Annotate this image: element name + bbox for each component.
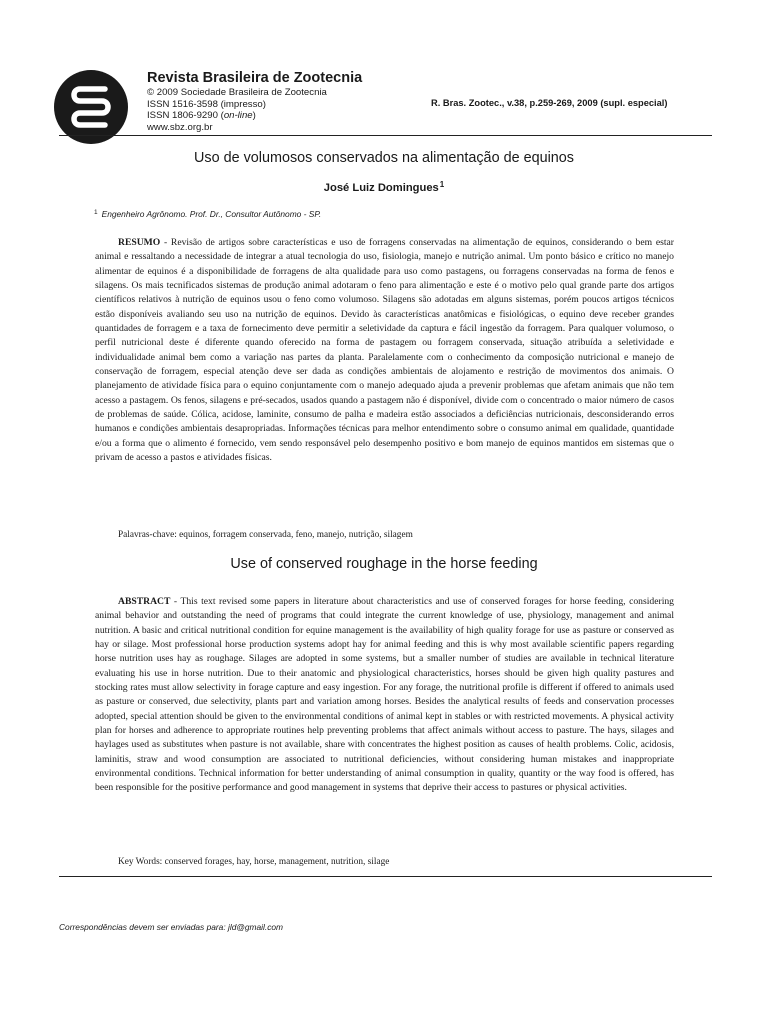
article-title-en: Use of conserved roughage in the horse feeding [230, 556, 538, 572]
resumo-text: - Revisão de artigos sobre características e uso de forragens conservadas na alimentação de equinos, considerando o bem estar animal e ressaltando a necessidade de integrar a atual tecnologia do uso, fisiologia, manejo e nutrição animal. Um ponto básico e crítico no manejo alimentar de equinos é a disponibilidade de forragens de alta qualidade para uso como pastagens, ou forragens conservadas na forma de fenos e silagens. Os mais tecnificados sistemas de produção animal adotaram o feno para alimentação e este é o motivo pelo qual grande parte dos artigos científicos relativos à nutrição de equinos usou o feno como volumoso. Silagens são adotadas em alguns sistemas, porém poucos artigos técnicos estão disponíveis avaliando seu uso na nutrição de equinos. Devido às características anatômicas e fisiológicas, o equino deve receber grandes quantidades de forragem e a taxa de fornecimento deve permitir a seletividade da captura e fácil ingestão da forragem. Para qualquer volumoso, o perfil nutricional deste é diferente quando oferecido na forma de pastagem ou forragem conservada, situação atribuída a seletividade e individualidade animal bem como a variação nas partes da planta. Paralelamente com o conhecimento da composição nutricional e manejo de conservação de forragem, especial atenção deve ser dada as condições ambientais de alojamento e restrição de movimentos dos animais. O planejamento de atividade física para o equino conjuntamente com o manejo adequado ajuda a prevenir problemas que afetam animais que não tem acesso a pastagem. Os fenos, silagens e pré-secados, usados quando a pastagem não é disponível, divide com o concentrado o maior número de casos de problemas de saúde. Cólica, acidose, laminite, consumo de palha e madeira estão associados a deficiências nutricionais, desconsiderando erros humanos e condições ambientais desapropriadas. Informações técnicas para melhor entendimento sobre o consumo animal em qualidade, quantidade e/ou a forma que o alimento é fornecido, vem sendo responsável pelo desempenho positivo e bom manejo de equinos mantidos em sistemas que o privam de acesso a pastos e atividades físicas. [95, 237, 674, 464]
citation: R. Bras. Zootec., v.38, p.259-269, 2009 (supl. especial) [431, 98, 668, 108]
sbz-logo-icon [53, 69, 129, 145]
journal-website: www.sbz.org.br [147, 122, 213, 134]
issn-print-note: (impresso) [220, 98, 266, 110]
issn-print-number: ISSN 1516-3598 [147, 98, 218, 110]
issn-print [147, 99, 362, 111]
journal-title: Revista Brasileira de Zootecnia [147, 70, 363, 86]
palavras-chave: Palavras-chave: equinos, forragem conservada, feno, manejo, nutrição, silagem [118, 530, 413, 540]
abstract-text: - This text revised some papers in literature about characteristics and use of conserved forages for horse feeding, considering animal behavior and outstanding the need of programs that could integrate the current knowledge of use, physiology, management and animal nutrition. A basic and critical nutritional condition for equine management is the availability of high quality forage for use as pasture or conserved as hay or silage. Most professional horse production systems adopt hay for animal feeding and this is why most available scientific papers regarding horse nutrition uses hay as roughage. Silages are adopted in some systems, but a smaller number of studies are available in technical literature evaluating his use in horse nutrition. Due to their anatomic and physiological characteristics, horses should be given high quality pastures and stocking rates must allow selectivity in forage capture and easy ingestion. For any forage, the nutritional profile is different if offered to animals used as pasture or conserved, due selectivity, plants part and variation among horses. Besides the analytical results of feeds and conservation processes adopted, special attention should be given to the environmental conditions of animal kept in stables or with restricted movements. A physical activity plan for horses and adherence to appropriate routines help preventing problems that affect animals without access to pasture. The hays, silages and haylages used as substitutes when pasture is not available, share with concentrates the highest position as causes of health problems. Colic, acidosis, laminitis, straw and wood consumption are associated to nutritional deficiencies, without considering human mistakes and inappropriate environmental conditions. Technical information for better understanding of animal consumption in quality, quantity or the way food is offered, has been responsible for the positive performance and good management in systems that deprive their access to pastures or physical activities. [95, 596, 674, 794]
resumo-paragraph [95, 236, 674, 466]
affiliation-marker: 1 [94, 209, 98, 216]
abstract-rule [59, 876, 712, 877]
author-name: José Luiz Domingues [323, 182, 439, 194]
copyright-line: © 2009 Sociedade Brasileira de Zootecnia [147, 87, 327, 98]
issn-online-number: ISSN 1806-9290 [147, 110, 218, 122]
author-note-marker: 1 [439, 180, 445, 189]
author-line [0, 180, 768, 194]
correspondence-note: Correspondências devem ser enviadas para: jld@gmail.com [59, 922, 284, 932]
resumo-label: RESUMO [118, 237, 161, 248]
issn-online: ISSN 1806-9290 (on-line) [147, 110, 256, 122]
affiliation [94, 209, 321, 219]
article-title-pt: Uso de volumosos conservados na alimentação de equinos [194, 150, 574, 166]
header-rule [59, 135, 712, 136]
key-words: Key Words: conserved forages, hay, horse, management, nutrition, silage [118, 857, 390, 867]
affiliation-text: Engenheiro Agrônomo. Prof. Dr., Consultor Autônomo - SP. [101, 209, 322, 219]
abstract-paragraph [95, 595, 674, 796]
issn-online-note: on-line [223, 110, 253, 122]
journal-header [147, 69, 362, 134]
abstract-label: ABSTRACT [118, 596, 171, 607]
